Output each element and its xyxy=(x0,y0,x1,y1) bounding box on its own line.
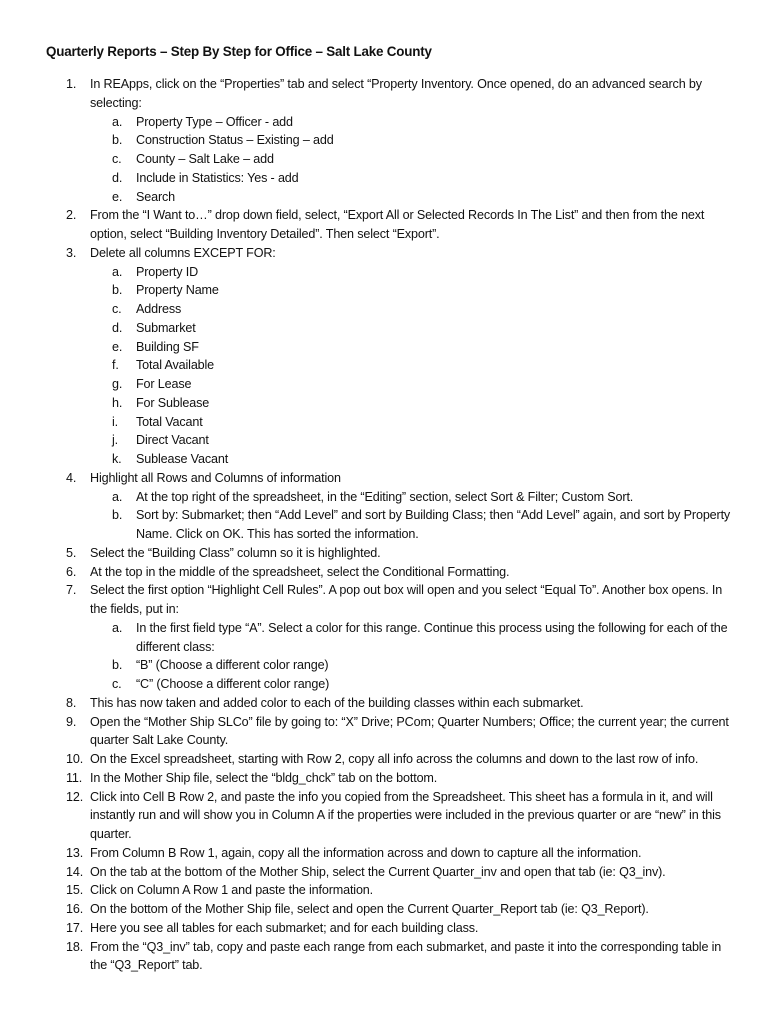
sub-step-item xyxy=(0,375,768,394)
step-text: From the “I Want to…” drop down field, select, “Export All or Selected Records In The List” and then from the next option, select “Building Inventory Detailed”. Then select “Export”. xyxy=(90,208,705,241)
step-text: In the Mother Ship file, select the “bldg_chck” tab on the bottom. xyxy=(90,770,438,785)
step-number: 17. xyxy=(66,920,84,935)
step-text: This has now taken and added color to each of the building classes within each submarket. xyxy=(90,695,584,710)
sub-step-item xyxy=(0,356,768,375)
step-text: On the bottom of the Mother Ship file, select and open the Current Quarter_Report tab (ie: Q3_Report). xyxy=(90,902,649,916)
sub-step-text: Building SF xyxy=(136,339,199,354)
sub-step-text: Construction Status – Existing – add xyxy=(136,133,334,148)
step-item xyxy=(0,544,768,563)
step-number: 14. xyxy=(66,864,84,879)
sub-step-text: Address xyxy=(136,302,182,316)
sub-step-item xyxy=(0,675,768,694)
step-number: 6. xyxy=(66,564,77,579)
step-text: Delete all columns EXCEPT FOR: xyxy=(90,245,276,260)
sub-step-item xyxy=(0,413,768,432)
step-item xyxy=(0,206,768,244)
step-item xyxy=(0,469,768,488)
sub-step-letter: a. xyxy=(112,264,123,279)
step-number: 2. xyxy=(66,208,77,223)
step-text: On the tab at the bottom of the Mother Ship, select the Current Quarter_inv and open that tab (ie: Q3_inv). xyxy=(90,864,666,879)
sub-step-text: In the first field type “A”. Select a color for this range. Continue this process using the following for each of the different class: xyxy=(136,620,728,654)
sub-step-text: Total Vacant xyxy=(136,414,203,429)
step-number: 13. xyxy=(66,845,84,860)
step-item xyxy=(0,863,768,882)
sub-step-letter: e. xyxy=(112,339,123,354)
sub-step-item xyxy=(0,619,768,657)
sub-step-letter: b. xyxy=(112,283,123,298)
step-number: 4. xyxy=(66,470,77,485)
sub-step-item xyxy=(0,394,768,413)
step-number: 10. xyxy=(66,752,84,766)
step-text: Open the “Mother Ship SLCo” file by going to: “X” Drive; PCom; Quarter Numbers; Office; the current year; the current quarter Salt Lake County. xyxy=(90,714,729,748)
step-item xyxy=(0,581,768,619)
sub-step-item xyxy=(0,431,768,450)
step-number: 18. xyxy=(66,939,84,954)
sub-step-letter: d. xyxy=(112,320,123,335)
sub-step-letter: i. xyxy=(112,414,118,429)
sub-step-text: Sort by: Submarket; then “Add Level” and sort by Building Class; then “Add Level” again, and sort by Property Name. Click on OK. This has sorted the information. xyxy=(136,508,731,541)
sub-step-letter: f. xyxy=(112,358,119,373)
sub-step-item xyxy=(0,150,768,169)
step-item xyxy=(0,900,768,919)
step-item xyxy=(0,844,768,863)
sub-step-text: Search xyxy=(136,189,176,204)
sub-step-text: Submarket xyxy=(136,320,196,335)
sub-step-letter: d. xyxy=(112,170,123,185)
sub-step-letter: a. xyxy=(112,620,123,635)
sub-step-text: Property ID xyxy=(136,264,199,279)
step-text: Highlight all Rows and Columns of information xyxy=(90,470,341,485)
step-number: 16. xyxy=(66,902,84,916)
step-number: 3. xyxy=(66,245,77,260)
sub-step-item xyxy=(0,169,768,188)
step-item xyxy=(0,563,768,582)
step-number: 8. xyxy=(66,695,77,710)
step-number: 15. xyxy=(66,883,84,898)
step-text: Click on Column A Row 1 and paste the information. xyxy=(90,883,374,898)
sub-step-letter: e. xyxy=(112,189,123,204)
sub-step-item xyxy=(0,281,768,300)
sub-step-item xyxy=(0,450,768,469)
sub-step-text: Property Name xyxy=(136,283,219,298)
sub-step-text: Property Type – Officer - add xyxy=(136,114,293,129)
step-text: From Column B Row 1, again, copy all the information across and down to capture all the information. xyxy=(90,845,642,860)
step-text: From the “Q3_inv” tab, copy and paste each range from each submarket, and paste it into the corresponding table in the “Q3_Report” tab. xyxy=(90,939,722,973)
sub-step-item xyxy=(0,319,768,338)
step-item xyxy=(0,788,768,844)
steps-list xyxy=(0,75,768,975)
sub-step-text: Direct Vacant xyxy=(136,433,209,448)
sub-step-letter: h. xyxy=(112,395,123,410)
sub-step-item xyxy=(0,131,768,150)
sub-step-text: For Lease xyxy=(136,377,192,391)
step-item xyxy=(0,694,768,713)
step-number: 11. xyxy=(66,770,83,785)
step-text: In REApps, click on the “Properties” tab and select “Property Inventory. Once opened, do an advanced search by selecting: xyxy=(90,77,702,110)
step-item xyxy=(0,919,768,938)
step-item xyxy=(0,938,768,976)
step-text: Click into Cell B Row 2, and paste the info you copied from the Spreadsheet. This sheet has a formula in it, and will instantly run and will show you in Column A if the properties were included in the previous quarter or are “new” in this quarter. xyxy=(90,789,721,841)
step-text: On the Excel spreadsheet, starting with Row 2, copy all info across the columns and down to the last row of info. xyxy=(90,752,699,766)
sub-step-letter: c. xyxy=(112,152,122,166)
step-number: 9. xyxy=(66,714,77,729)
step-number: 7. xyxy=(66,583,77,598)
sub-step-text: County – Salt Lake – add xyxy=(136,152,274,166)
step-number: 5. xyxy=(66,545,77,560)
sub-step-item xyxy=(0,488,768,507)
sub-step-item xyxy=(0,263,768,282)
sub-step-item xyxy=(0,188,768,207)
sub-step-letter: c. xyxy=(112,677,122,691)
sub-step-letter: g. xyxy=(112,377,123,391)
sub-step-letter: c. xyxy=(112,302,122,316)
sub-step-text: “C” (Choose a different color range) xyxy=(136,677,330,691)
step-item xyxy=(0,750,768,769)
sub-step-letter: b. xyxy=(112,658,123,673)
step-text: Select the “Building Class” column so it is highlighted. xyxy=(90,545,381,560)
sub-step-text: Sublease Vacant xyxy=(136,452,229,466)
sub-step-text: For Sublease xyxy=(136,395,210,410)
document-title: Quarterly Reports – Step By Step for Office – Salt Lake County xyxy=(46,44,432,59)
sub-step-text: Include in Statistics: Yes - add xyxy=(136,170,299,185)
sub-step-text: Total Available xyxy=(136,358,215,373)
sub-step-letter: j. xyxy=(112,433,118,448)
sub-step-letter: b. xyxy=(112,133,123,148)
step-item xyxy=(0,881,768,900)
sub-step-text: At the top right of the spreadsheet, in the “Editing” section, select Sort & Filter; Custom Sort. xyxy=(136,489,634,504)
sub-step-item xyxy=(0,113,768,132)
step-text: Select the first option “Highlight Cell Rules”. A pop out box will open and you select “Equal To”. Another box opens. In the fields, put in: xyxy=(90,583,723,616)
step-text: At the top in the middle of the spreadsheet, select the Conditional Formatting. xyxy=(90,564,510,579)
sub-step-letter: b. xyxy=(112,508,123,523)
step-item xyxy=(0,244,768,263)
sub-step-letter: a. xyxy=(112,114,123,129)
step-item xyxy=(0,769,768,788)
sub-step-item xyxy=(0,300,768,319)
step-number: 12. xyxy=(66,789,84,804)
sub-step-item xyxy=(0,338,768,357)
step-text: Here you see all tables for each submarket; and for each building class. xyxy=(90,920,479,935)
sub-step-item xyxy=(0,656,768,675)
sub-step-text: “B” (Choose a different color range) xyxy=(136,658,329,673)
sub-step-letter: k. xyxy=(112,452,122,466)
sub-step-item xyxy=(0,506,768,544)
step-item xyxy=(0,75,768,113)
sub-step-letter: a. xyxy=(112,489,123,504)
step-item xyxy=(0,713,768,751)
step-number: 1. xyxy=(66,77,77,91)
